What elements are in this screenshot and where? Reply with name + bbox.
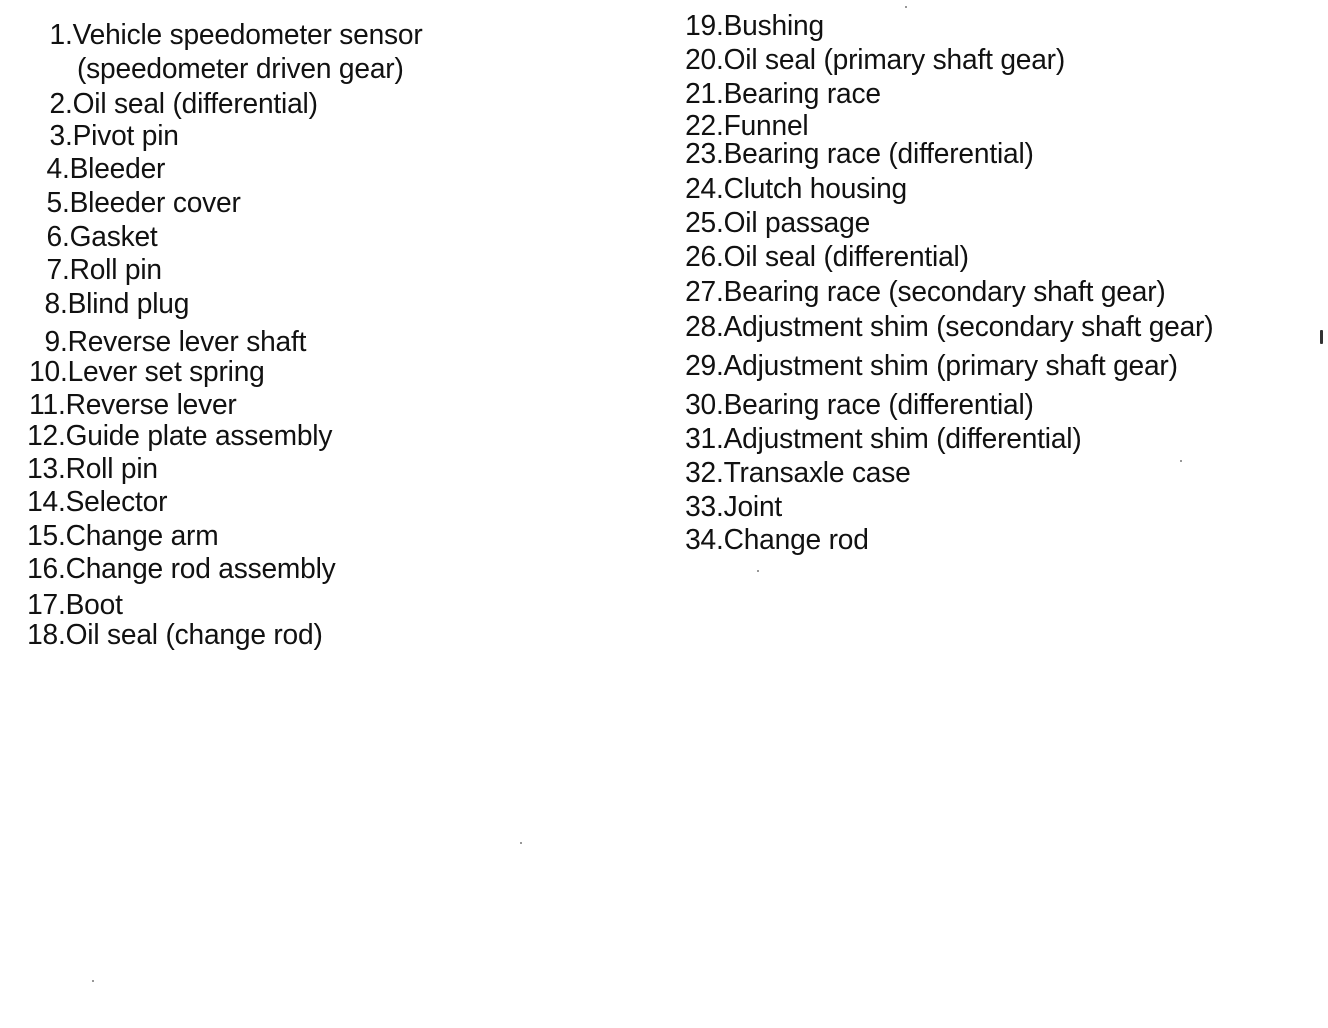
- item-label: Guide plate assembly: [65, 420, 333, 452]
- scan-speck: [905, 6, 907, 8]
- item-label: Bearing race (differential): [723, 138, 1034, 170]
- parts-list-item: [646, 350, 1178, 382]
- item-number: 18.: [27, 619, 66, 651]
- scan-speck: [757, 570, 759, 572]
- parts-list-item: [646, 491, 782, 523]
- item-number: 8.: [44, 288, 68, 320]
- item-number: 14.: [27, 486, 66, 518]
- item-label: Reverse lever: [65, 389, 237, 421]
- parts-list-item: [0, 389, 237, 421]
- parts-list-item: [646, 276, 1166, 308]
- item-label: Change rod assembly: [65, 553, 336, 585]
- item-label: Roll pin: [65, 453, 158, 485]
- item-label: Gasket: [69, 221, 158, 253]
- parts-list-item: [0, 420, 332, 452]
- item-label: Bearing race (differential): [723, 389, 1034, 421]
- item-label: Boot: [65, 589, 123, 621]
- parts-list-item: [0, 453, 158, 485]
- item-label: Clutch housing: [723, 173, 907, 205]
- item-number: 29.: [685, 350, 724, 382]
- parts-list-item: [646, 311, 1213, 343]
- item-label: Bleeder cover: [69, 187, 241, 219]
- parts-list-item: [0, 520, 218, 552]
- item-number: 16.: [27, 553, 66, 585]
- item-number: 32.: [685, 457, 724, 489]
- item-label: Funnel: [723, 110, 809, 142]
- item-label: Bearing race: [723, 78, 881, 110]
- item-label: Adjustment shim (primary shaft gear): [723, 350, 1178, 382]
- item-number: 20.: [685, 44, 724, 76]
- item-label: Oil seal (differential): [72, 88, 318, 120]
- item-number: 9.: [44, 326, 68, 358]
- parts-list-item: [0, 221, 158, 253]
- item-label: Change arm: [65, 520, 219, 552]
- item-label: Vehicle speedometer sensor: [72, 19, 423, 51]
- parts-list-item: [646, 389, 1034, 421]
- item-number: 13.: [27, 453, 66, 485]
- item-label: Reverse lever shaft: [67, 326, 307, 358]
- item-number: 22.: [685, 110, 724, 142]
- item-number: 11.: [29, 389, 66, 421]
- parts-list-item: [646, 173, 907, 205]
- item-number: 3.: [49, 120, 73, 152]
- item-label: Pivot pin: [72, 120, 179, 152]
- parts-list-item: [646, 44, 1065, 76]
- item-label: Bushing: [723, 10, 824, 42]
- item-number: 28.: [685, 311, 724, 343]
- item-label: Adjustment shim (differential): [723, 423, 1082, 455]
- parts-list-item: [0, 88, 318, 120]
- scan-speck: [1320, 330, 1323, 344]
- item-label: Blind plug: [67, 288, 190, 320]
- item-number: 31.: [685, 423, 724, 455]
- item-number: 21.: [685, 78, 724, 110]
- parts-list-item: [646, 457, 911, 489]
- parts-list-item: [0, 619, 323, 651]
- item-number: 19.: [685, 10, 724, 42]
- scan-speck: [92, 980, 94, 982]
- item-number: 17.: [27, 589, 66, 621]
- parts-list-item: [0, 326, 306, 358]
- item-number: 1.: [49, 19, 73, 51]
- item-number: 34.: [685, 524, 724, 556]
- parts-list-item: [646, 241, 969, 273]
- item-label: Roll pin: [69, 254, 162, 286]
- parts-list-item: [0, 553, 336, 585]
- parts-list-item: [646, 207, 870, 239]
- item-number: 23.: [685, 138, 724, 170]
- item-label: Oil passage: [723, 207, 871, 239]
- parts-list-item: [0, 356, 265, 388]
- parts-list-item: [0, 486, 167, 518]
- parts-list-item: [646, 138, 1034, 170]
- item-label: Bleeder: [69, 153, 166, 185]
- item-label: Lever set spring: [67, 356, 265, 388]
- parts-list-item: [646, 78, 881, 110]
- item-number: 15.: [27, 520, 66, 552]
- item-label-continuation: (speedometer driven gear): [77, 53, 404, 85]
- parts-list-item: [0, 254, 162, 286]
- item-label: Oil seal (change rod): [65, 619, 323, 651]
- item-label: Oil seal (primary shaft gear): [723, 44, 1066, 76]
- item-label: Adjustment shim (secondary shaft gear): [723, 311, 1214, 343]
- item-number: 6.: [46, 221, 70, 253]
- item-number: 7.: [46, 254, 70, 286]
- parts-list-item: [0, 153, 165, 185]
- item-label: Joint: [723, 491, 783, 523]
- item-number: 27.: [685, 276, 724, 308]
- item-number: 26.: [685, 241, 724, 273]
- parts-list-item: [0, 187, 241, 219]
- item-number: 4.: [46, 153, 70, 185]
- item-number: 12.: [27, 420, 66, 452]
- item-number: 2.: [49, 88, 73, 120]
- scan-speck: [520, 842, 522, 844]
- parts-list-item: [646, 524, 869, 556]
- item-label: Bearing race (secondary shaft gear): [723, 276, 1166, 308]
- item-label: Change rod: [723, 524, 869, 556]
- parts-list-item: [0, 589, 123, 621]
- item-number: 25.: [685, 207, 724, 239]
- item-label: Oil seal (differential): [723, 241, 969, 273]
- scan-speck: [1180, 460, 1182, 462]
- parts-list-item: [646, 423, 1082, 455]
- item-number: 33.: [685, 491, 724, 523]
- item-number: 30.: [685, 389, 724, 421]
- item-number: 24.: [685, 173, 724, 205]
- parts-list-item: [646, 10, 824, 42]
- item-number: 5.: [46, 187, 70, 219]
- parts-list-item: [0, 120, 179, 152]
- item-label: Selector: [65, 486, 168, 518]
- item-number: 10.: [29, 356, 68, 388]
- item-label: Transaxle case: [723, 457, 911, 489]
- parts-list-item: [0, 288, 189, 320]
- parts-list-item: [0, 19, 423, 51]
